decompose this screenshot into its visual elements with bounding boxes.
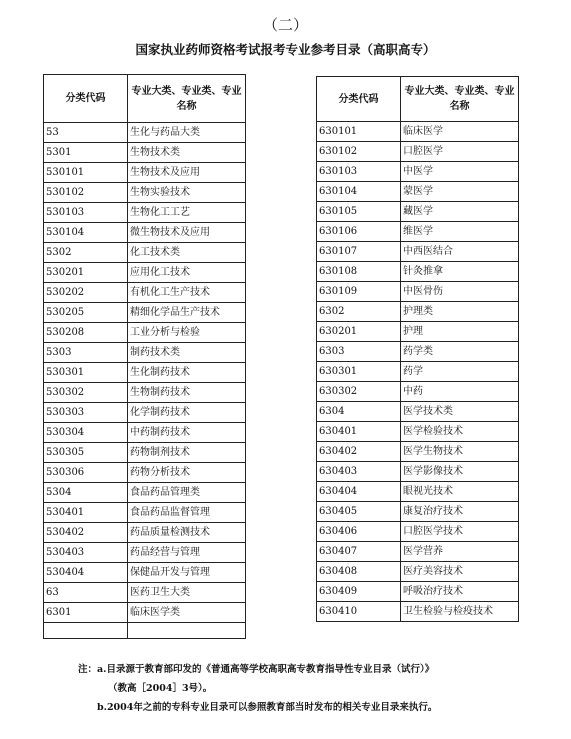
category-code-cell: 630405 [317, 502, 401, 522]
column-header-name: 专业大类、专业类、专业名称 [128, 75, 246, 123]
table-row [44, 443, 246, 463]
major-name-cell: 化工技术类 [128, 243, 246, 263]
table-row [44, 463, 246, 483]
major-name-cell: 医学技术类 [401, 402, 519, 422]
category-code-cell: 530101 [44, 163, 128, 183]
category-code-cell: 530306 [44, 463, 128, 483]
table-row [317, 182, 519, 202]
major-name-cell: 医学检验技术 [401, 422, 519, 442]
table-row [44, 163, 246, 183]
category-code-cell: 6302 [317, 302, 401, 322]
major-name-cell: 蒙医学 [401, 182, 519, 202]
category-code-cell: 530104 [44, 223, 128, 243]
table-row [44, 383, 246, 403]
category-code-cell: 530102 [44, 183, 128, 203]
table-body-left [44, 123, 246, 639]
major-name-cell: 中药 [401, 382, 519, 402]
category-code-cell: 530202 [44, 283, 128, 303]
table-row [317, 282, 519, 302]
category-code-cell: 630107 [317, 242, 401, 262]
category-code-cell: 530205 [44, 303, 128, 323]
table-row [44, 283, 246, 303]
major-name-cell: 临床医学类 [128, 603, 246, 623]
category-code-cell: 63 [44, 583, 128, 603]
major-name-cell: 食品药品管理类 [128, 483, 246, 503]
category-code-cell: 6304 [317, 402, 401, 422]
table-row [44, 183, 246, 203]
table-body-right [317, 122, 519, 622]
table-row [44, 223, 246, 243]
major-name-cell: 医学生物技术 [401, 442, 519, 462]
major-name-cell: 中医骨伤 [401, 282, 519, 302]
catalog-table-right [316, 76, 519, 622]
category-code-cell: 630108 [317, 262, 401, 282]
major-name-cell: 口腔医学 [401, 142, 519, 162]
major-name-cell: 微生物技术及应用 [128, 223, 246, 243]
category-code-cell: 530103 [44, 203, 128, 223]
category-code-cell: 630105 [317, 202, 401, 222]
category-code-cell: 630301 [317, 362, 401, 382]
major-name-cell: 药物制剂技术 [128, 443, 246, 463]
table-row [317, 162, 519, 182]
category-code-cell: 630402 [317, 442, 401, 462]
major-name-cell: 口腔医学技术 [401, 522, 519, 542]
major-name-cell: 应用化工技术 [128, 263, 246, 283]
major-name-cell: 生化与药品大类 [128, 123, 246, 143]
major-name-cell: 中西医结合 [401, 242, 519, 262]
major-name-cell: 针灸推拿 [401, 262, 519, 282]
category-code-cell: 5301 [44, 143, 128, 163]
category-code-cell: 530305 [44, 443, 128, 463]
table-row [317, 322, 519, 342]
major-name-cell: 中药制药技术 [128, 423, 246, 443]
category-code-cell: 630103 [317, 162, 401, 182]
table-row [44, 203, 246, 223]
category-code-cell: 630403 [317, 462, 401, 482]
category-code-cell: 5302 [44, 243, 128, 263]
table-row [44, 543, 246, 563]
category-code-cell: 530208 [44, 323, 128, 343]
table-row [44, 263, 246, 283]
major-name-cell: 医药卫生大类 [128, 583, 246, 603]
major-name-cell: 卫生检验与检疫技术 [401, 602, 519, 622]
category-code-cell: 630109 [317, 282, 401, 302]
table-row [317, 222, 519, 242]
major-name-cell: 维医学 [401, 222, 519, 242]
footnote-a-continued: （教高［2004］3号）。 [108, 683, 213, 694]
table-row [317, 202, 519, 222]
category-code-cell: 530303 [44, 403, 128, 423]
category-code-cell: 630302 [317, 382, 401, 402]
category-code-cell: 5303 [44, 343, 128, 363]
table-row [317, 602, 519, 622]
table-row [317, 442, 519, 462]
table-row [317, 122, 519, 142]
major-name-cell: 药学 [401, 362, 519, 382]
major-name-cell: 藏医学 [401, 202, 519, 222]
catalog-table-left [43, 74, 246, 639]
category-code-cell: 630401 [317, 422, 401, 442]
major-name-cell: 食品药品监督管理 [128, 503, 246, 523]
major-name-cell: 生物制药技术 [128, 383, 246, 403]
table-row [317, 402, 519, 422]
category-code-cell: 530404 [44, 563, 128, 583]
category-code-cell: 630410 [317, 602, 401, 622]
major-name-cell: 药品经营与管理 [128, 543, 246, 563]
category-code-cell: 630102 [317, 142, 401, 162]
major-name-cell [128, 623, 246, 639]
table-row [44, 243, 246, 263]
category-code-cell: 6303 [317, 342, 401, 362]
category-code-cell: 5304 [44, 483, 128, 503]
major-name-cell: 药学类 [401, 342, 519, 362]
table-row [44, 403, 246, 423]
major-name-cell: 制药技术类 [128, 343, 246, 363]
major-name-cell: 医疗美容技术 [401, 562, 519, 582]
category-code-cell: 630406 [317, 522, 401, 542]
major-name-cell: 临床医学 [401, 122, 519, 142]
footnote-a: 注：a.目录源于教育部印发的《普通高等学校高职高专教育指导性专业目录（试行）》 [78, 664, 435, 675]
table-row [44, 143, 246, 163]
table-row [44, 363, 246, 383]
major-name-cell: 药物分析技术 [128, 463, 246, 483]
table-row [44, 583, 246, 603]
document-title: 国家执业药师资格考试报考专业参考目录（高职高专） [135, 42, 436, 57]
major-name-cell: 化学制药技术 [128, 403, 246, 423]
footnote-b: b.2004年之前的专科专业目录可以参照教育部当时发布的相关专业目录来执行。 [97, 702, 438, 713]
category-code-cell: 630106 [317, 222, 401, 242]
major-name-cell: 生物技术类 [128, 143, 246, 163]
table-row [44, 483, 246, 503]
major-name-cell: 康复治疗技术 [401, 502, 519, 522]
category-code-cell [44, 623, 128, 639]
major-name-cell: 保健品开发与管理 [128, 563, 246, 583]
table-row [317, 382, 519, 402]
category-code-cell: 630408 [317, 562, 401, 582]
major-name-cell: 工业分析与检验 [128, 323, 246, 343]
major-name-cell: 生化制药技术 [128, 363, 246, 383]
major-name-cell: 生物技术及应用 [128, 163, 246, 183]
table-header-row [44, 75, 246, 123]
table-row [44, 623, 246, 639]
category-code-cell: 630407 [317, 542, 401, 562]
column-header-code: 分类代码 [317, 77, 401, 122]
major-name-cell: 生物实验技术 [128, 183, 246, 203]
category-code-cell: 530201 [44, 263, 128, 283]
table-row [317, 342, 519, 362]
table-row [317, 302, 519, 322]
category-code-cell: 530401 [44, 503, 128, 523]
category-code-cell: 530301 [44, 363, 128, 383]
table-row [317, 582, 519, 602]
table-row [44, 563, 246, 583]
major-name-cell: 药品质量检测技术 [128, 523, 246, 543]
table-row [44, 603, 246, 623]
column-header-code: 分类代码 [44, 75, 128, 123]
table-row [44, 503, 246, 523]
table-row [44, 123, 246, 143]
major-name-cell: 护理 [401, 322, 519, 342]
category-code-cell: 630101 [317, 122, 401, 142]
major-name-cell: 中医学 [401, 162, 519, 182]
major-name-cell: 医学营养 [401, 542, 519, 562]
table-header-row [317, 77, 519, 122]
major-name-cell: 眼视光技术 [401, 482, 519, 502]
category-code-cell: 530403 [44, 543, 128, 563]
category-code-cell: 530302 [44, 383, 128, 403]
major-name-cell: 医学影像技术 [401, 462, 519, 482]
major-name-cell: 生物化工工艺 [128, 203, 246, 223]
table-row [44, 303, 246, 323]
table-row [317, 362, 519, 382]
table-row [44, 323, 246, 343]
table-row [317, 462, 519, 482]
category-code-cell: 630409 [317, 582, 401, 602]
major-name-cell: 呼吸治疗技术 [401, 582, 519, 602]
table-row [44, 523, 246, 543]
category-code-cell: 630404 [317, 482, 401, 502]
table-row [317, 142, 519, 162]
major-name-cell: 有机化工生产技术 [128, 283, 246, 303]
table-row [317, 522, 519, 542]
major-name-cell: 精细化学品生产技术 [128, 303, 246, 323]
table-row [317, 422, 519, 442]
table-row [317, 562, 519, 582]
table-row [317, 262, 519, 282]
category-code-cell: 6301 [44, 603, 128, 623]
table-row [44, 343, 246, 363]
table-row [317, 542, 519, 562]
table-row [44, 423, 246, 443]
document-subtitle: （二） [262, 16, 308, 34]
table-row [317, 482, 519, 502]
major-name-cell: 护理类 [401, 302, 519, 322]
table-row [317, 502, 519, 522]
category-code-cell: 530402 [44, 523, 128, 543]
table-row [317, 242, 519, 262]
category-code-cell: 53 [44, 123, 128, 143]
column-header-name: 专业大类、专业类、专业名称 [401, 77, 519, 122]
category-code-cell: 530304 [44, 423, 128, 443]
category-code-cell: 630104 [317, 182, 401, 202]
category-code-cell: 630201 [317, 322, 401, 342]
